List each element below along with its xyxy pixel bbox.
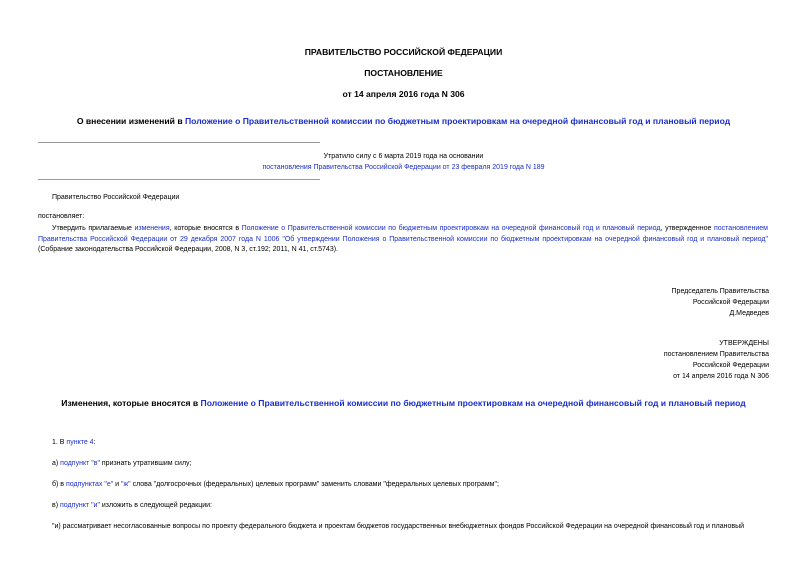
item-a: а) подпункт "в" признать утратившим силу; xyxy=(52,460,192,467)
doc-date-number: от 14 апреля 2016 года N 306 xyxy=(342,89,465,99)
approved-block xyxy=(664,338,769,382)
signature-country: Российской Федерации xyxy=(692,299,769,306)
title-link[interactable]: Положение о Правительственной комиссии по бюджетным проектировкам на очередной финансовый год и плановый период xyxy=(185,116,731,126)
approved-date: от 14 апреля 2016 года N 306 xyxy=(673,373,769,380)
title-prefix: О внесении изменений в xyxy=(76,116,185,126)
item-b: б) в подпунктах "е" и "ж" слова "долгосрочных (федеральных) целевых программ" заменить словами "федеральных целевых программ"; xyxy=(52,481,499,488)
main-paragraph: Утвердить прилагаемые изменения, которые вносятся в Положение о Правительственной комиссии по бюджетным проектировкам на очередной финансовый год и плановый период, утвержденное постановлением Правительства Российской Федерации от 29 декабря 2007 года N 1006 "Об утверждении Положения о Правительственной комиссии по бюджетным проектировкам на очередной финансовый год и плановый период" (Собрание законодательства Российской Федерации, 2008, N 3, ст.192; 2011, N 41, ст.5743). xyxy=(38,225,768,253)
government-name: Правительство Российской Федерации xyxy=(52,194,180,201)
regulation-link[interactable]: Положение о Правительственной комиссии по бюджетным проектировкам на очередной финансовый год и плановый период xyxy=(241,225,661,232)
item-b-link-zh[interactable]: "ж" xyxy=(121,481,131,488)
changes-title-link[interactable]: Положение о Правительственной комиссии по бюджетным проектировкам на очередной финансовый год и плановый период xyxy=(200,398,746,408)
doc-type: ПОСТАНОВЛЕНИЕ xyxy=(364,68,443,78)
approved-by: постановлением Правительства xyxy=(663,351,769,358)
divider-top xyxy=(38,142,320,143)
item-v: в) подпункт "и" изложить в следующей редакции: xyxy=(52,502,213,509)
item-v-link[interactable]: подпункт "и" xyxy=(60,502,100,509)
changes-link[interactable]: изменения xyxy=(134,225,170,232)
item-a-link[interactable]: подпункт "в" xyxy=(60,460,100,467)
item-1-link[interactable]: пункте 4 xyxy=(66,439,94,446)
approved-country: Российской Федерации xyxy=(692,362,769,369)
item-1: 1. В пункте 4: xyxy=(52,439,96,446)
approved-label: УТВЕРЖДЕНЫ xyxy=(719,340,769,347)
divider-bottom xyxy=(38,179,320,180)
decree-word: постановляет: xyxy=(38,213,85,220)
document-title xyxy=(0,116,807,126)
signature-title: Председатель Правительства xyxy=(671,288,769,295)
signature-name: Д.Медведев xyxy=(729,310,769,317)
decree-1006-link[interactable]: постановлением Правительства Российской Федерации от 29 декабря 2007 года N 1006 "Об утверждении Положения о Правительственной комиссии по бюджетным проектировкам на очередной финансовый год и плановый период" xyxy=(38,225,768,243)
changes-title-prefix: Изменения, которые вносятся в xyxy=(61,398,201,408)
status-note-link[interactable]: постановления Правительства Российской Федерации от 23 февраля 2019 года N 189 xyxy=(262,164,545,171)
item-quote: "и) рассматривает несогласованные вопросы по проекту федерального бюджета и проектам бюджетов государственных внебюджетных фондов Российской Федерации на очередной финансовый год и плановый xyxy=(52,523,745,530)
org-name: ПРАВИТЕЛЬСТВО РОССИЙСКОЙ ФЕДЕРАЦИИ xyxy=(304,47,503,57)
changes-title xyxy=(0,398,807,408)
signature-block xyxy=(672,286,769,319)
status-note-line1: Утратило силу с 6 марта 2019 года на основании xyxy=(323,153,484,160)
item-b-link-e[interactable]: подпунктах "е" xyxy=(65,481,114,488)
